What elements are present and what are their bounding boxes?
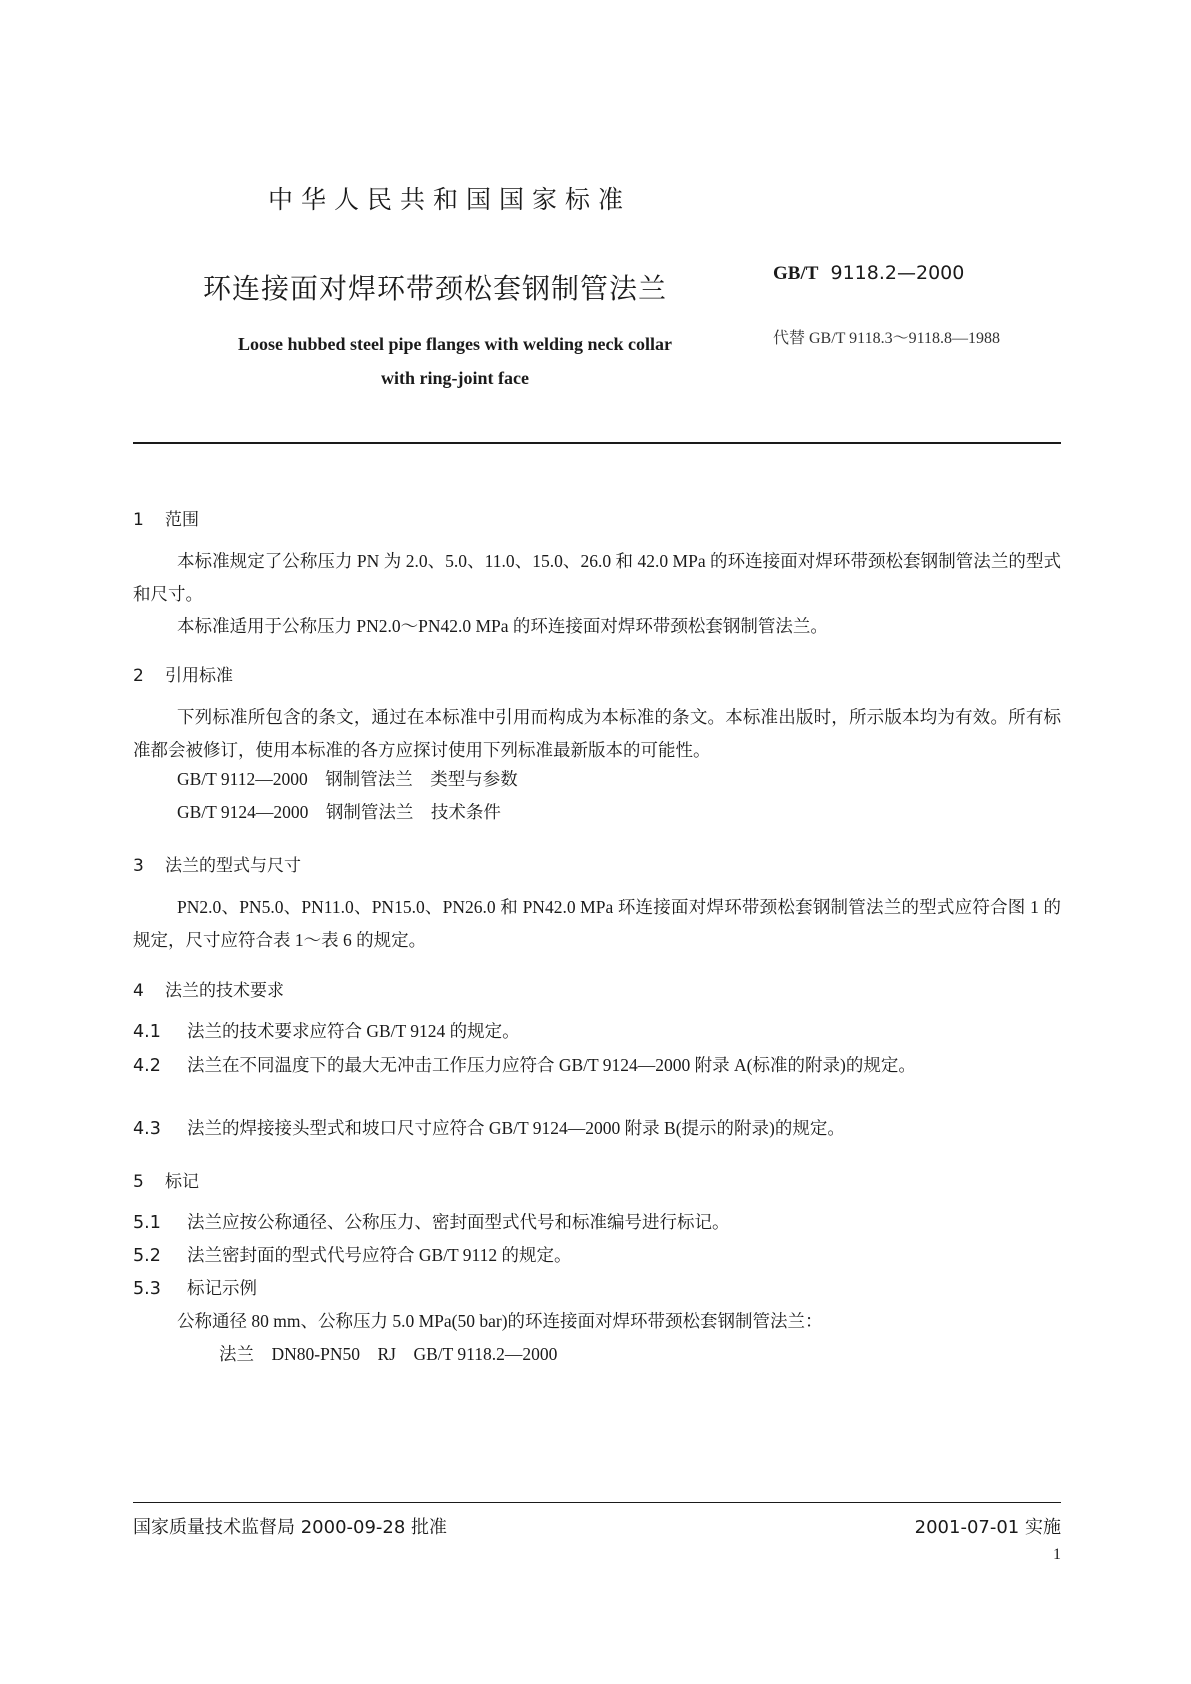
section-2-paragraph-1: 下列标准所包含的条文，通过在本标准中引用而构成为本标准的条文。本标准出版时，所示版本均为有效。所有标准都会被修订，使用本标准的各方应探讨使用下列标准最新版本的可能性。 (133, 707, 1061, 760)
section-title: 法兰的型式与尺寸 (165, 856, 301, 876)
clause-4-1 (133, 1018, 520, 1043)
clause-5-3 (133, 1275, 257, 1300)
clause-4-2 (133, 1049, 1061, 1083)
section-1-heading (133, 505, 199, 530)
clause-text: 法兰在不同温度下的最大无冲击工作压力应符合 GB/T 9124—2000 附录 A(标准的附录)的规定。 (187, 1055, 916, 1075)
implementation-date: 2001-07-01 实施 (914, 1517, 1061, 1538)
section-number: 3 (133, 856, 144, 876)
reference-code: GB/T 9112—2000 (177, 769, 308, 789)
standard-number (773, 262, 964, 285)
replaces-note: 代替 GB/T 9118.3～9118.8—1988 (773, 330, 1000, 347)
page-number: 1 (1053, 1546, 1061, 1563)
clause-text: 标记示例 (187, 1278, 257, 1298)
standard-number-label: GB/T (773, 263, 819, 284)
clause-text: 法兰的技术要求应符合 GB/T 9124 的规定。 (187, 1021, 520, 1041)
clause-number: 5.2 (133, 1246, 161, 1266)
section-1-paragraph-2: 本标准适用于公称压力 PN2.0～PN42.0 MPa 的环连接面对焊环带颈松套钢制管法兰。 (177, 616, 828, 636)
section-3-paragraph-1: PN2.0、PN5.0、PN11.0、PN15.0、PN26.0 和 PN42.0 MPa 环连接面对焊环带颈松套钢制管法兰的型式应符合图 1 的规定，尺寸应符合表 1～表 6 的规定。 (133, 897, 1061, 950)
marking-example-description: 公称通径 80 mm、公称压力 5.0 MPa(50 bar)的环连接面对焊环带颈松套钢制管法兰： (177, 1311, 823, 1331)
marking-example: 法兰 DN80-PN50 RJ GB/T 9118.2—2000 (219, 1344, 558, 1364)
standard-title-en (200, 327, 710, 395)
title-en-line-2: with ring-joint face (381, 368, 529, 388)
reference-item (177, 766, 518, 791)
clause-text: 法兰应按公称通径、公称压力、密封面型式代号和标准编号进行标记。 (187, 1212, 730, 1232)
section-2-heading (133, 661, 233, 686)
section-number: 4 (133, 981, 144, 1001)
clause-number: 4.2 (133, 1056, 161, 1076)
section-1-paragraph-1: 本标准规定了公称压力 PN 为 2.0、5.0、11.0、15.0、26.0 和 42.0 MPa 的环连接面对焊环带颈松套钢制管法兰的型式和尺寸。 (133, 551, 1061, 604)
standard-title-cn: 环连接面对焊环带颈松套钢制管法兰 (203, 272, 668, 305)
section-title: 引用标准 (165, 666, 233, 686)
clause-4-3 (133, 1115, 845, 1140)
clause-number: 4.1 (133, 1022, 161, 1042)
section-title: 范围 (165, 510, 199, 530)
approval-note: 国家质量技术监督局 2000-09-28 批准 (133, 1517, 448, 1538)
section-number: 2 (133, 666, 144, 686)
reference-item (177, 799, 501, 824)
section-title: 法兰的技术要求 (165, 981, 284, 1001)
reference-code: GB/T 9124—2000 (177, 802, 309, 822)
section-number: 5 (133, 1172, 144, 1192)
clause-5-2 (133, 1242, 572, 1267)
section-4-heading (133, 976, 284, 1001)
section-number: 1 (133, 510, 144, 530)
title-en-line-1: Loose hubbed steel pipe flanges with welding neck collar (237, 334, 673, 354)
clause-text: 法兰密封面的型式代号应符合 GB/T 9112 的规定。 (187, 1245, 572, 1265)
header-rule (133, 442, 1061, 444)
clause-5-1 (133, 1209, 730, 1234)
reference-name: 钢制管法兰 类型与参数 (325, 769, 518, 789)
standard-number-value: 9118.2—2000 (830, 262, 965, 284)
footer-rule (133, 1502, 1061, 1503)
national-standard-title: 中华人民共和国国家标准 (268, 185, 632, 214)
section-5-heading (133, 1167, 199, 1192)
section-title: 标记 (165, 1172, 199, 1192)
clause-text: 法兰的焊接接头型式和坡口尺寸应符合 GB/T 9124—2000 附录 B(提示的附录)的规定。 (187, 1118, 845, 1138)
clause-number: 5.1 (133, 1213, 161, 1233)
section-3-heading (133, 851, 301, 876)
clause-number: 5.3 (133, 1279, 161, 1299)
clause-number: 4.3 (133, 1119, 161, 1139)
reference-name: 钢制管法兰 技术条件 (325, 802, 501, 822)
